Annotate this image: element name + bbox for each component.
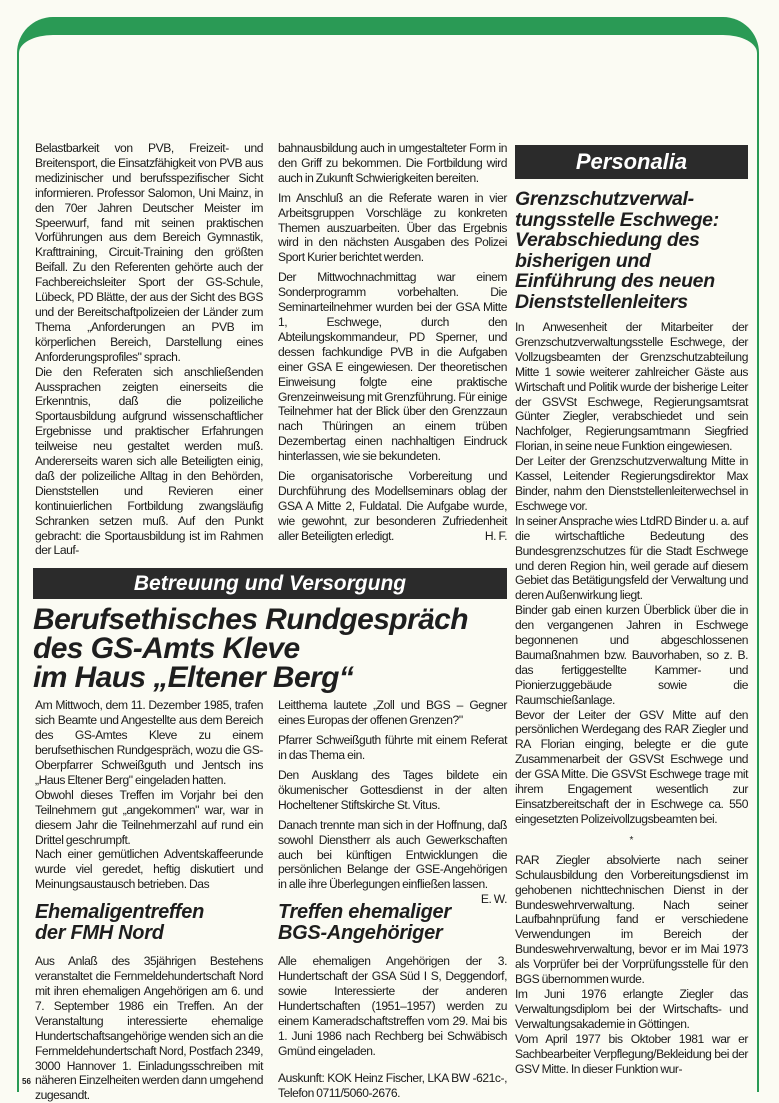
- lower-col1: [35, 698, 263, 1103]
- paragraph: In seiner Ansprache wies LtdRD Binder u. a. auf die wirtschaftliche Bedeutung des Bundesgrenzschutzes für die Stadt Eschwege und deren Region hin, weil gerade auf diesem Gebiet das Betätigungsfeld der Verwaltung und deren Außenwirkung liegt.: [515, 513, 748, 603]
- paragraph: Am Mittwoch, dem 11. Dezember 1985, trafen sich Beamte und Angestellte aus dem Bereich des GS-Amtes Kleve zu einem berufsethischen Rundgespräch, wozu die GS-Oberpfarrer Schweißguth und Jentsch ins „Haus Eltener Berg" eingeladen hatten.: [35, 698, 263, 787]
- sport-article-col1: [35, 141, 263, 558]
- paragraph: Der Mittwochnachmittag war einem Sonderprogramm vorbehalten. Die Seminarteilnehmer wurden bei der GSA Mitte 1, Eschwege, durch den Abteilungskommandeur, PD Sperner, und dessen fachkundige PVB in die Aufgaben einer GSA E eingewiesen. Der theoretischen Einweisung folgte eine praktische Grenzeinweisung mit Grenzführung. Für einige Teilnehmer hat der Blick über den Grenzzaun nach Thüringen an einem trüben Dezembertag einen nachhaltigen Eindruck hinterlassen, wie sie bekundeten.: [278, 270, 507, 464]
- paragraph: Den Ausklang des Tages bildete ein ökumenischer Gottesdienst in der alten Hocheltener Stiftskirche St. Vitus.: [278, 768, 507, 812]
- paragraph: Bevor der Leiter der GSV Mitte auf den persönlichen Werdegang des RAR Ziegler und RA Florian einging, belegte er die gute Zusammenarbeit der GSVSt Eschwege und der GSA Mitte. Die GSVSt Eschwege trage mit ihrem Engagement wesentlich zur Einsatzbereitschaft der in Eschwege ca. 550 eingesetzten Polizeivollzugsbeamten bei.: [515, 707, 748, 826]
- left-content-area: [33, 141, 507, 1103]
- paragraph: Die den Referaten sich anschließenden Aussprachen zeigten einerseits die Erkenntnis, daß die polizeiliche Sportausbildung aufgrund wissenschaftlicher Ergebnisse und praktischer Erfahrungen teilweise neu gestaltet werden muß. Andererseits waren sich alle Beteiligten einig, daß der polizeiliche Alltag in den Behörden, Dienststellen und Revieren einer kontinuierlichen Fortbildung zwangsläufig Schranken setzen muß. Auf den Punkt gebracht: die Sportausbildung ist im Rahmen der Lauf-: [35, 364, 263, 558]
- section-bar-betreuung: Betreuung und Versorgung: [33, 568, 507, 599]
- lower-col2: [278, 698, 507, 1100]
- page-number: 56: [22, 1077, 31, 1086]
- author-initials: H. F.: [484, 528, 507, 543]
- headline-line: Grenzschutzverwal-: [515, 188, 694, 210]
- paragraph: Obwohl dieses Treffen im Vorjahr bei den Teilnehmern gut „angekommen" war, war in diesem Jahr die Teilnehmerzahl auf rund ein Drittel geschrumpft.: [35, 787, 263, 847]
- headline-line: Treffen ehemaliger: [278, 901, 451, 924]
- headline-line: Einführung des neuen: [515, 270, 715, 292]
- personalia-body: [515, 320, 748, 827]
- contact-info: Auskunft: KOK Heinz Fischer, LKA BW -621c-, Telefon 0711/5060-2676.: [278, 1070, 507, 1100]
- paragraph: Nach einer gemütlichen Adventskaffeerunde wurde viel geredet, heftig diskutiert und Meinungsaustausch betrieben. Das: [35, 847, 263, 892]
- personalia-body-2: [515, 853, 748, 1077]
- headline-line: BGS-Angehöriger: [278, 922, 443, 945]
- betreuung-headline: [33, 603, 507, 695]
- headline-line: tungsstelle Eschwege:: [515, 208, 719, 231]
- paragraph: Leitthema lautete „Zoll und BGS – Gegner eines Europas der offenen Grenzen?": [278, 698, 507, 728]
- paragraph: [278, 817, 507, 907]
- separator-asterisk: *: [629, 834, 634, 846]
- paragraph: [278, 469, 507, 544]
- paragraph: Vom April 1977 bis Oktober 1981 war er Sachbearbeiter Verpflegung/Bekleidung bei der GSV Mitte. In dieser Funktion wur-: [515, 1031, 748, 1076]
- paragraph: Binder gab einen kurzen Überblick über die in den vergangenen Jahren in Eschwege begonnenen und abgeschlossenen Baumaßnahmen bzw. Bauvorhaben, so z. B. das fertiggestellte Kammer- und Pionierzuggebäude sowie die Raumschießanlage.: [515, 603, 748, 707]
- paragraph: Aus Anlaß des 35jährigen Bestehens veranstaltet die Fernmeldehundertschaft Nord mit ihren ehemaligen Angehörigen am 6. und 7. September 1986 ein Treffen. An der Veranstaltung interessierte ehemalige Hundertschaftsangehörige wenden sich an die Fernmeldehundertschaft Nord, Postfach 2349, 3000 Hannover 1. Einladungsschreiben mit näheren Einzelheiten werden dann umgehend zugesandt.: [35, 954, 263, 1103]
- paragraph: Belastbarkeit von PVB, Freizeit- und Breitensport, die Einsatzfähigkeit von PVB aus medizinischer und berufsspezifischer Sicht informieren. Professor Salomon, Uni Mainz, in den 70er Jahren Deutscher Meister im Speerwurf, fand mit seinen praktischen Vorführungen aus dem Bereich Gymnastik, Krafttraining, Circuit-Training den größten Beifall. Zu den Referenten gehörte auch der Fachbereichsleiter Sport der GS-Schule, Lübeck, PD Blätte, der aus der Sicht des BGS und der Bereitschaftpolizeien der Länder zum Thema „Anforderungen an PVB im körperlichen Bereich, Darstellung eines Anforderungsprofiles" sprach.: [35, 141, 263, 364]
- sport-article: [33, 141, 507, 558]
- paragraph-text: Die organisatorische Vorbereitung und Durchführung des Modellseminars oblag der GSA A Mitte 2, Fuldatal. Die Aufgabe wurde, wie gewohnt, zur besonderen Zufriedenheit aller Beteiligten erledigt.: [278, 469, 507, 543]
- sport-article-col2: [278, 141, 507, 544]
- bgs-body: [278, 954, 507, 1100]
- headline-line: des GS-Amts Kleve: [33, 632, 300, 666]
- paragraph: Pfarrer Schweißguth führte mit einem Referat in das Thema ein.: [278, 733, 507, 763]
- fmh-headline: [35, 902, 263, 944]
- headline-line: Ehemaligentreffen: [35, 901, 205, 924]
- bgs-headline: [278, 902, 507, 944]
- betreuung-col2: [278, 698, 507, 907]
- paragraph: Alle ehemaligen Angehörigen der 3. Hundertschaft der GSA Süd I S, Deggendorf, sowie Interessierte der anderen Hundertschaften (1951–1957) werden zu einem Kameradschaftstreffen vom 29. Mai bis 1. Juni 1986 nach Rechberg bei Schwäbisch Gmünd eingeladen.: [278, 954, 507, 1058]
- personalia-headline: [515, 189, 748, 312]
- headline-line: Verabschiedung des: [515, 229, 700, 251]
- headline-line: Berufsethisches Rundgespräch: [33, 603, 468, 637]
- paragraph: Im Juni 1976 erlangte Ziegler das Verwaltungsdiplom bei der Wirtschafts- und Verwaltungsakademie in Göttingen.: [515, 986, 748, 1031]
- fmh-body: [35, 954, 263, 1103]
- paragraph: Der Leiter der Grenzschutzverwaltung Mitte in Kassel, Leitender Regierungsdirektor Max Binder, nahm den Dienststellenleiterwechsel in Eschwege vor.: [515, 454, 748, 513]
- headline-line: der FMH Nord: [35, 922, 164, 945]
- betreuung-col1: [35, 698, 263, 892]
- paragraph: bahnausbildung auch in umgestalteter Form in den Griff zu bekommen. Die Fortbildung wird auch in Zukunft Schwierigkeiten bereiten.: [278, 141, 507, 185]
- paragraph: In Anwesenheit der Mitarbeiter der Grenzschutzverwaltungsstelle Eschwege, der Vollzugsbeamten der Grenzschutzabteilung Mitte 1 sowie weiterer zahlreicher Gäste aus Wirtschaft und Politik wurde der bisherige Leiter der GSVSt Eschwege, Regierungsamtsrat Günter Ziegler, verabschiedet und sein Nachfolger, Regierungsamtmann Siegfried Florian, in seine neue Funktion eingewiesen.: [515, 320, 748, 454]
- paragraph: RAR Ziegler absolvierte nach seiner Schulausbildung den Vorbereitungsdienst im gehobenen nichttechnischen Dienst in der Bundeswehrverwaltung. Nach seiner Laufbahnprüfung fand er verschiedene Verwendungen im Bereich der Bundeswehrverwaltung, bevor er im Mai 1973 als Vorprüfer bei der Vorprüfungsstelle für den BGS übernommen wurde.: [515, 852, 748, 987]
- paragraph-text: Danach trennte man sich in der Hoffnung, daß sowohl Dienstherr als auch Gewerkschaften auch bei künftigen Entwicklungen die persönlichen Belange der GSE-Angehörigen in alle ihre Überlegungen einfließen lassen.: [278, 817, 507, 892]
- author-initials: E. W.: [480, 892, 507, 907]
- headline-line: Dienststellenleiters: [515, 290, 688, 313]
- personalia-column: [515, 145, 748, 1076]
- lower-articles: [33, 698, 507, 1103]
- paragraph: Im Anschluß an die Referate waren in vier Arbeitsgruppen Vorschläge zu konkreten Themen auszuarbeiten. Über das Ergebnis wird in den nächsten Ausgaben des Polizei Sport Kurier berichtet werden.: [278, 190, 507, 265]
- section-bar-personalia: Personalia: [515, 145, 748, 179]
- headline-line: bisherigen und: [515, 249, 651, 272]
- headline-line: im Haus „Eltener Berg“: [33, 661, 354, 695]
